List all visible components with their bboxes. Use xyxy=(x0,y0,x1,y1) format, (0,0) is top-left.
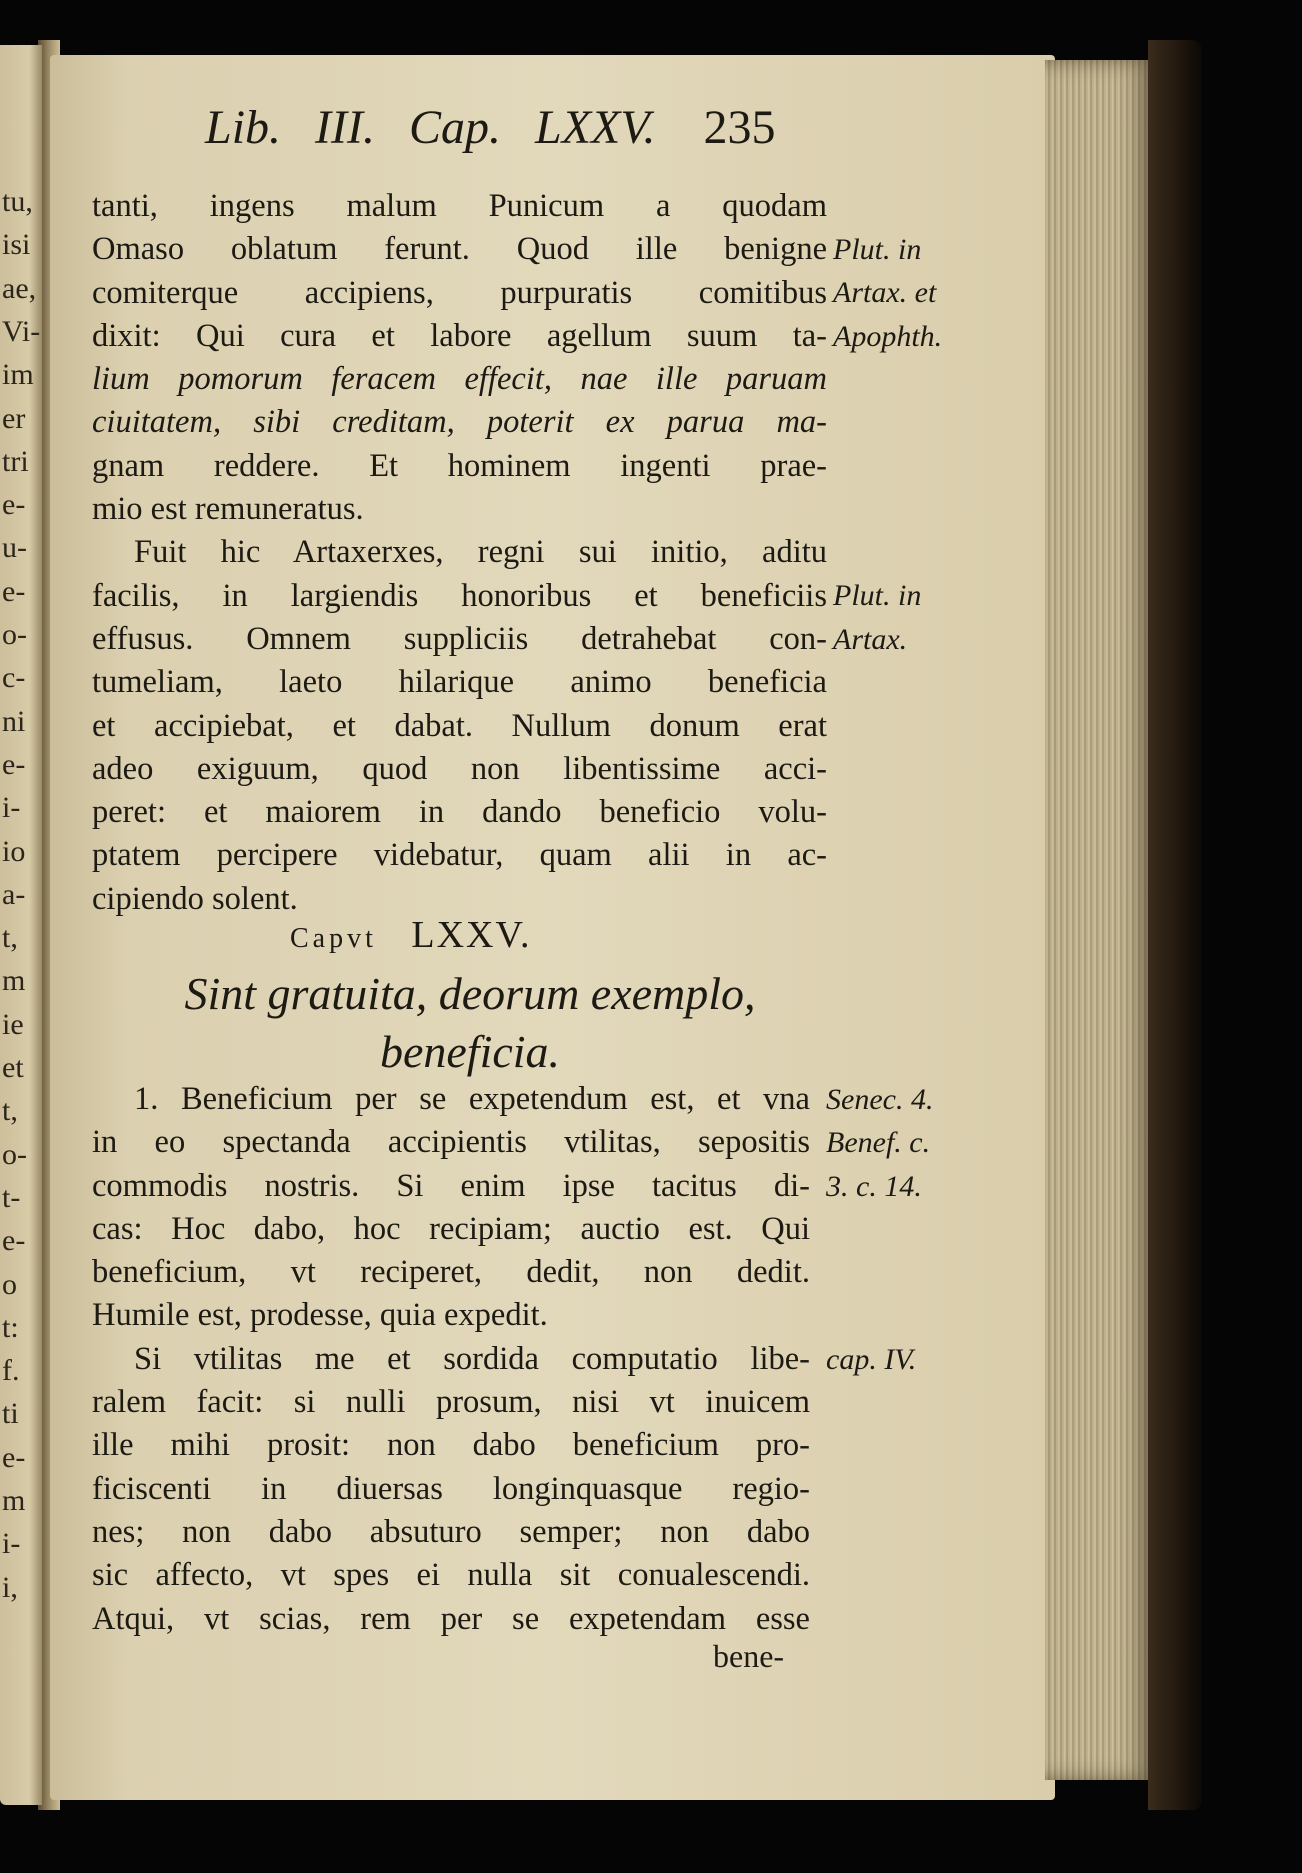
text-line: tumeliam, laeto hilarique animo beneficia xyxy=(92,664,827,701)
text-line: 1. Beneficium per se expetendum est, et vna xyxy=(134,1081,810,1117)
margin-note: 3. c. 14. xyxy=(826,1169,922,1203)
prev-page-fragment: i, xyxy=(2,1570,18,1604)
prev-page-fragment: im xyxy=(2,358,34,392)
text-line: ralem facit: si nulli prosum, nisi vt inuicem xyxy=(92,1384,810,1421)
margin-note: Artax. xyxy=(833,622,908,656)
chapter-title-line-1: Sint gratuita, deorum exemplo, xyxy=(184,968,756,1019)
text-line: Humile est, prodesse, quia expedit. xyxy=(92,1297,548,1334)
running-head xyxy=(205,100,845,160)
text-line: effusus. Omnem suppliciis detrahebat con- xyxy=(92,620,827,657)
prev-page-fragment: t- xyxy=(2,1180,21,1214)
text-line: gnam reddere. Et hominem ingenti prae- xyxy=(92,447,827,484)
text-line: ptatem percipere videbatur, quam alii in ac- xyxy=(92,837,827,874)
text-line: ille mihi prosit: non dabo beneficium pro- xyxy=(92,1427,810,1464)
prev-page-fragment: o xyxy=(2,1267,17,1301)
prev-page-fragment: et xyxy=(2,1051,24,1084)
text-block-1 xyxy=(92,185,827,921)
running-head-book: Lib. xyxy=(205,101,282,154)
running-head-chapter-number: LXXV. xyxy=(535,101,656,154)
prev-page-fragment: ae, xyxy=(2,271,37,305)
book-cover xyxy=(1148,40,1202,1810)
prev-page-fragment: e- xyxy=(2,488,26,522)
text-block-2 xyxy=(92,1078,810,1641)
text-line: tanti, ingens malum Punicum a quodam xyxy=(92,188,827,224)
prev-page-fragment: f. xyxy=(2,1354,20,1388)
prev-page-fragment: a- xyxy=(2,877,26,911)
prev-page-fragment: ie xyxy=(2,1007,24,1041)
prev-page-fragment: tri xyxy=(2,444,29,478)
prev-page-fragment: t, xyxy=(2,921,18,955)
text-line: adeo exiguum, quod non libentissime acci- xyxy=(92,750,827,787)
text-line: in eo spectanda accipientis vtilitas, sepositis xyxy=(92,1124,810,1161)
text-line: lium pomorum feracem effecit, nae ille paruam xyxy=(92,361,827,398)
text-line: beneficium, vt reciperet, dedit, non dedit. xyxy=(92,1254,810,1291)
text-line: mio est remuneratus. xyxy=(92,491,364,528)
margin-note: Benef. c. xyxy=(826,1126,931,1160)
prev-page-fragment: t: xyxy=(2,1310,19,1344)
text-line: facilis, in largiendis honoribus et beneficiis xyxy=(92,577,827,614)
text-line: Fuit hic Artaxerxes, regni sui initio, aditu xyxy=(134,534,827,571)
prev-page-fragment: er xyxy=(2,401,26,435)
prev-page-fragment: i- xyxy=(2,791,21,825)
margin-note: Senec. 4. xyxy=(826,1083,934,1116)
prev-page-fragment: Vi- xyxy=(2,314,41,348)
text-line: comiterque accipiens, purpuratis comitibus xyxy=(92,274,827,311)
margin-note: Plut. in xyxy=(833,579,922,613)
text-line: Si vtilitas me et sordida computatio libe- xyxy=(134,1340,810,1377)
text-line: Atqui, vt scias, rem per se expetendam esse xyxy=(92,1600,810,1637)
page-edges xyxy=(1045,60,1155,1780)
running-head-book-number: III. xyxy=(315,101,375,154)
text-line: ciuitatem, sibi creditam, poterit ex parua ma- xyxy=(92,404,827,441)
prev-page-fragment: tu, xyxy=(2,185,33,218)
prev-page-fragment: i- xyxy=(2,1527,21,1561)
text-line: commodis nostris. Si enim ipse tacitus di- xyxy=(92,1167,810,1204)
prev-page-fragment: e- xyxy=(2,1440,26,1474)
prev-page-fragment: m xyxy=(2,1484,26,1517)
text-line: sic affecto, vt spes ei nulla sit conualescendi. xyxy=(92,1557,810,1594)
prev-page-fragment: ti xyxy=(2,1397,19,1431)
prev-page-fragment: ni xyxy=(2,704,26,738)
text-line: peret: et maiorem in dando beneficio volu- xyxy=(92,794,827,831)
catchword: bene- xyxy=(713,1638,785,1674)
chapter-number: LXXV. xyxy=(411,914,532,956)
text-line: Omaso oblatum ferunt. Quod ille benigne xyxy=(92,231,827,268)
prev-page-fragment: o- xyxy=(2,618,27,651)
prev-page-fragment: io xyxy=(2,834,26,868)
text-line: cipiendo solent. xyxy=(92,880,298,917)
prev-page-fragment: u- xyxy=(2,531,27,565)
chapter-heading xyxy=(290,913,690,957)
text-line: dixit: Qui cura et labore agellum suum ta- xyxy=(92,317,827,354)
text-line: ficiscenti in diuersas longinquasque regio- xyxy=(92,1470,810,1507)
prev-page-fragment: e- xyxy=(2,574,26,608)
prev-page-fragment: isi xyxy=(2,228,31,262)
margin-note: Plut. in xyxy=(833,233,922,266)
prev-page-fragment: m xyxy=(2,964,26,998)
prev-page-fragment: o- xyxy=(2,1137,27,1171)
prev-page-fragment: c- xyxy=(2,661,26,695)
prev-page-fragment: t, xyxy=(2,1094,18,1128)
margin-note: cap. IV. xyxy=(826,1342,917,1376)
chapter-caput: Capvt xyxy=(290,923,377,954)
text-line: cas: Hoc dabo, hoc recipiam; auctio est. Qui xyxy=(92,1210,810,1247)
margin-note: Apophth. xyxy=(833,319,943,353)
running-head-chapter: Cap. xyxy=(408,101,501,154)
chapter-title xyxy=(150,965,790,1081)
prev-page-fragment: e- xyxy=(2,747,26,781)
page-number: 235 xyxy=(703,101,776,154)
text-line: et accipiebat, et dabat. Nullum donum erat xyxy=(92,707,827,744)
text-line: nes; non dabo absuturo semper; non dabo xyxy=(92,1513,810,1550)
prev-page-fragment: e- xyxy=(2,1224,26,1258)
chapter-title-line-2: beneficia. xyxy=(379,1026,561,1077)
margin-note: Artax. et xyxy=(833,276,937,310)
